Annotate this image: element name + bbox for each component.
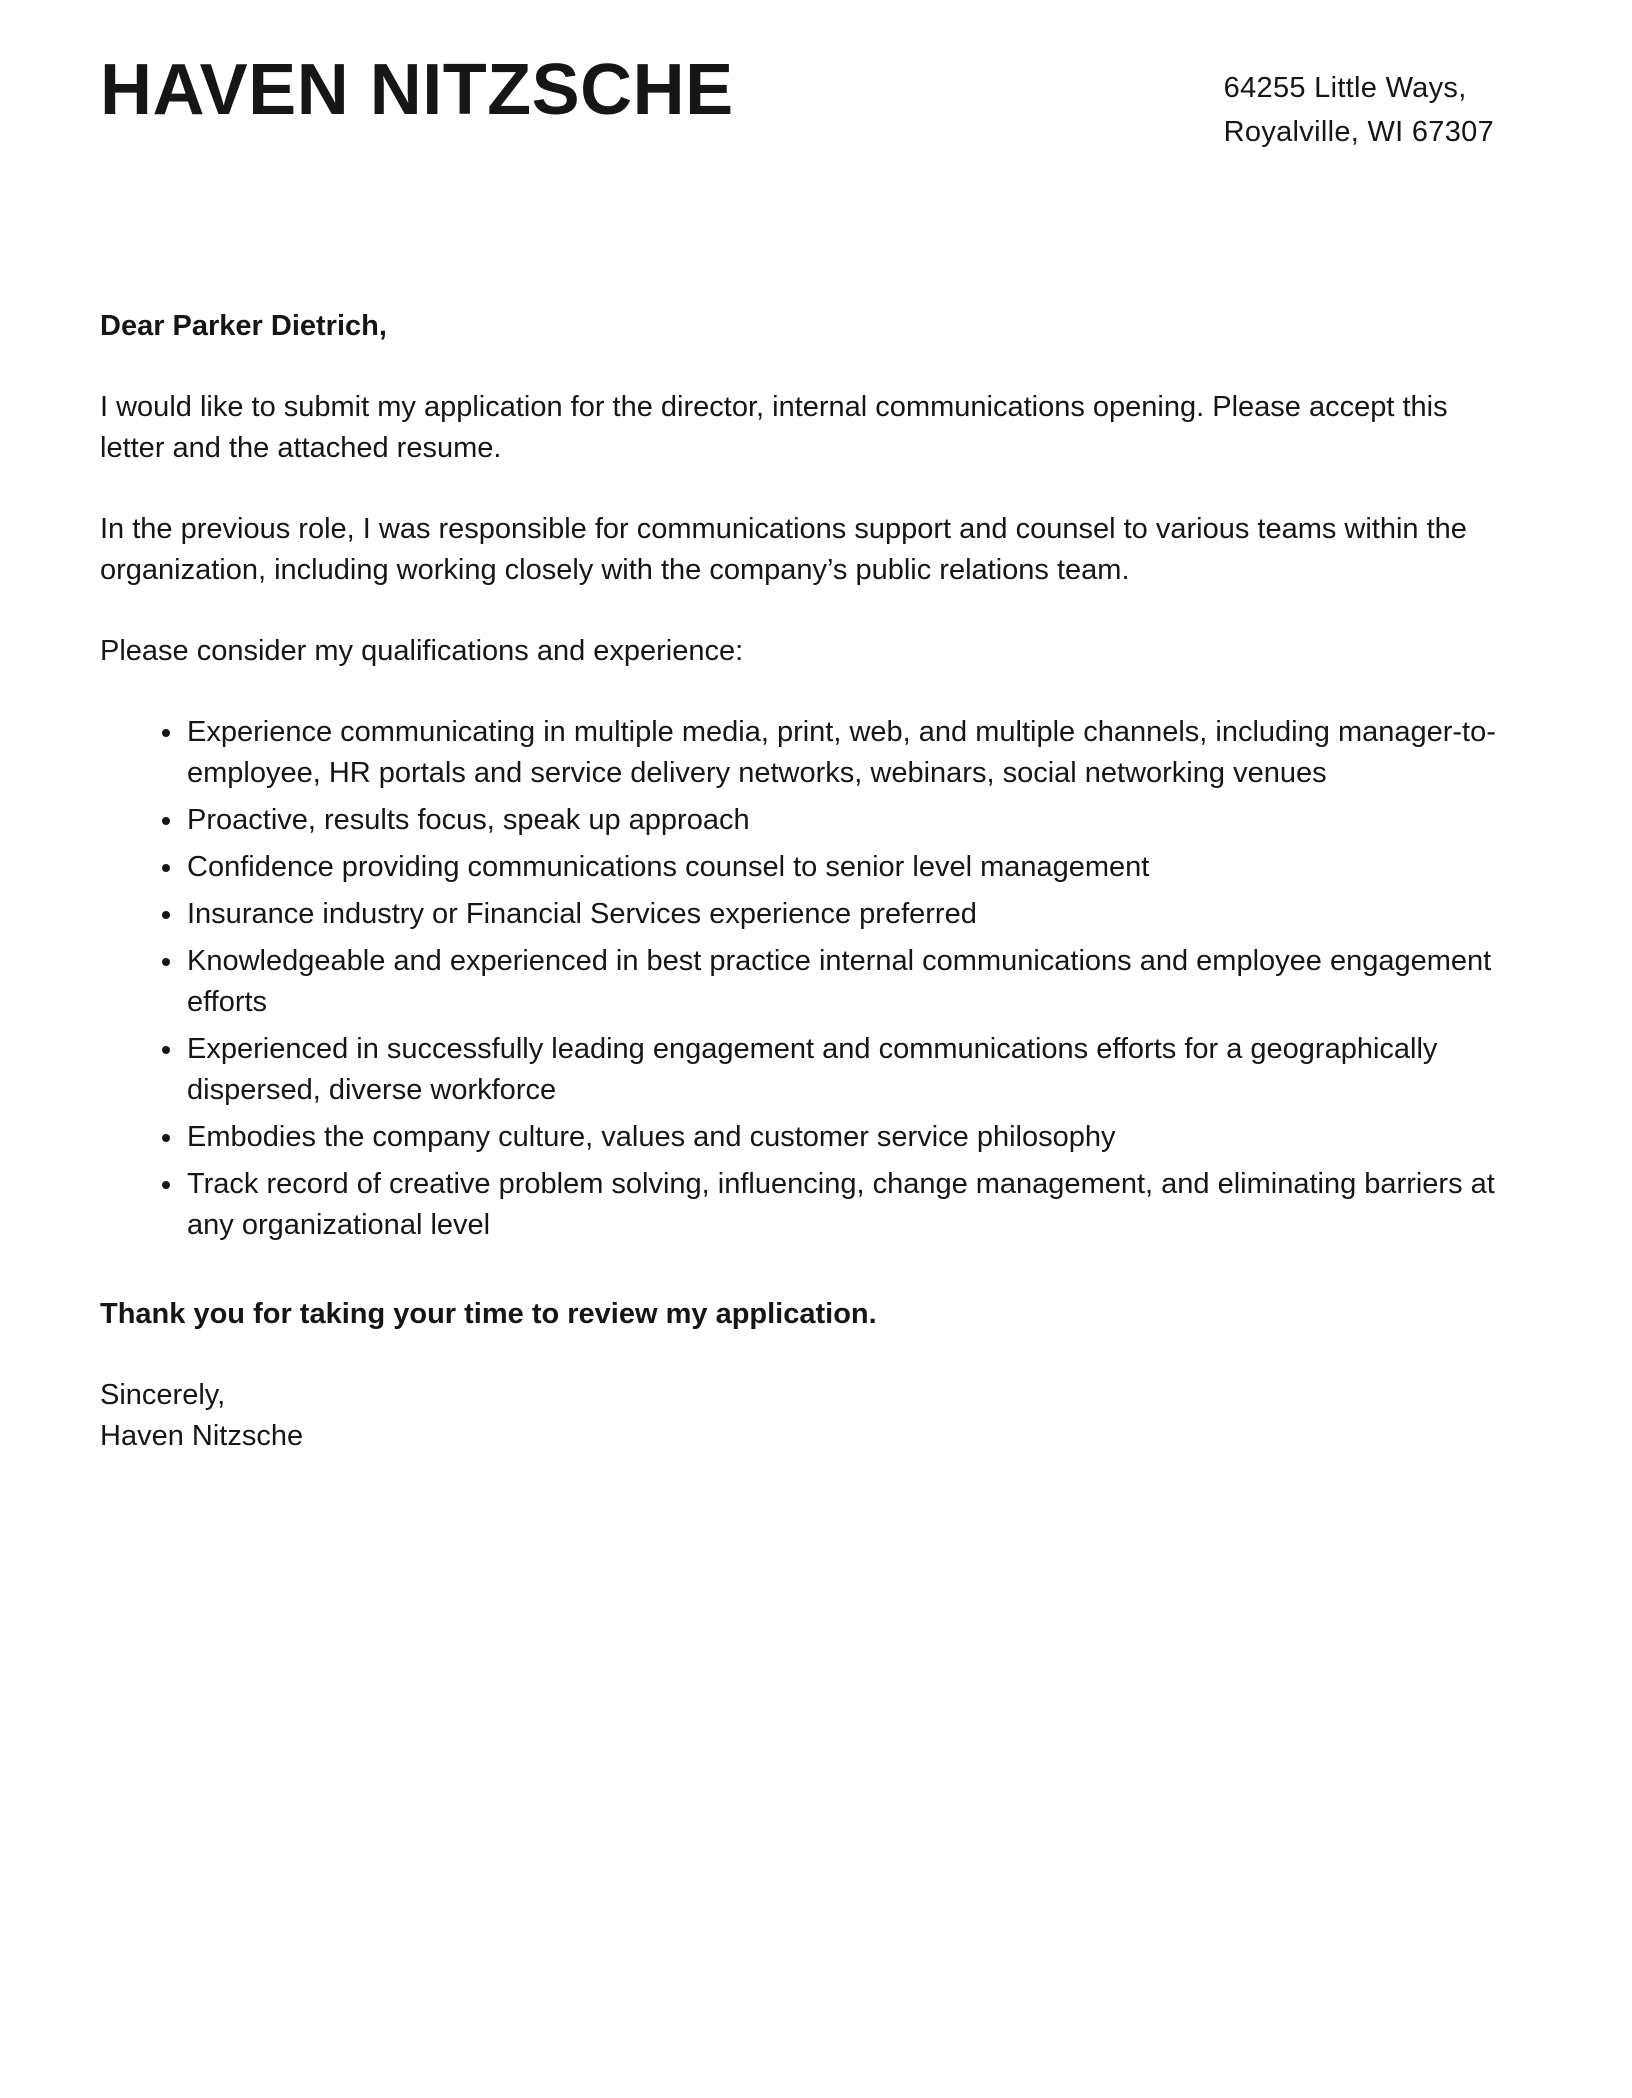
address-line-2: Royalville, WI 67307 [1223, 116, 1494, 148]
paragraph-previous-role: In the previous role, I was responsible for communications support and counsel to various teams within the organization, including working closely with the company’s public relations team. [100, 513, 1467, 586]
greeting: Dear Parker Dietrich, [100, 310, 387, 342]
letter-header [0, 0, 1632, 154]
qualification-item: • Confidence providing communications counsel to senior level management [185, 847, 1520, 888]
address-line-1: 64255 Little Ways, [1223, 72, 1467, 104]
qualification-item: • Insurance industry or Financial Services experience preferred [185, 894, 1520, 935]
qualification-item: • Embodies the company culture, values and customer service philosophy [185, 1117, 1520, 1158]
letter-body [0, 306, 1632, 1457]
qualification-item: • Experienced in successfully leading engagement and communications efforts for a geographically dispersed, diverse workforce [185, 1029, 1520, 1111]
applicant-name-heading: HAVEN NITZSCHE [100, 50, 734, 130]
signoff: Sincerely, [100, 1379, 226, 1411]
qualifications-list [100, 712, 1520, 1246]
paragraph-qualifications-intro: Please consider my qualifications and experience: [100, 635, 744, 667]
applicant-address-block [1224, 66, 1494, 154]
paragraph-application: I would like to submit my application for the director, internal communications opening. Please accept this letter and the attached resume. [100, 391, 1448, 464]
closing-thanks: Thank you for taking your time to review my application. [100, 1298, 877, 1330]
qualification-item: • Knowledgeable and experienced in best practice internal communications and employee engagement efforts [185, 941, 1520, 1023]
qualification-item: • Experience communicating in multiple media, print, web, and multiple channels, including manager-to-employee, HR portals and service delivery networks, webinars, social networking venues [185, 712, 1520, 794]
signature-name: Haven Nitzsche [100, 1420, 304, 1452]
qualification-item: • Track record of creative problem solving, influencing, change management, and eliminating barriers at any organizational level [185, 1164, 1520, 1246]
qualification-item: • Proactive, results focus, speak up approach [185, 800, 1520, 841]
